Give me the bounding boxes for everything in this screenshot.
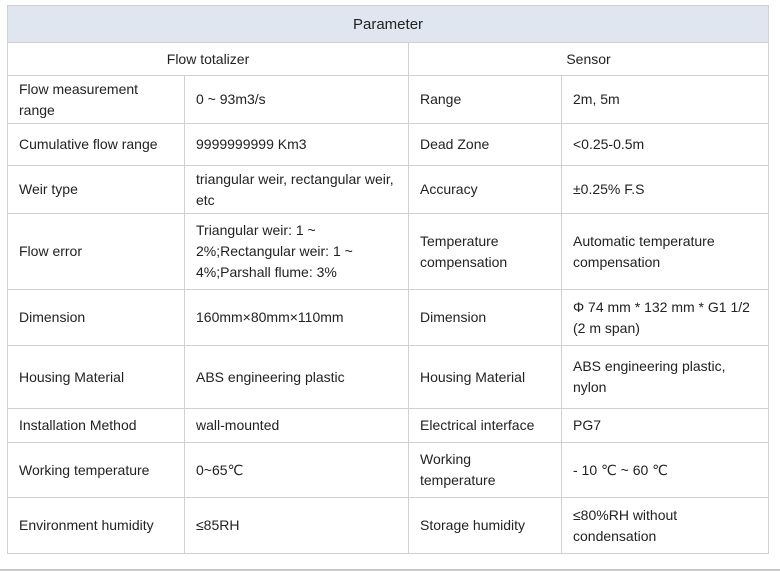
sensor-value: PG7 bbox=[562, 409, 769, 443]
totalizer-value: wall-mounted bbox=[185, 409, 409, 443]
table-title: Parameter bbox=[8, 6, 769, 43]
totalizer-param: Weir type bbox=[8, 166, 185, 214]
parameter-table bbox=[7, 5, 769, 554]
totalizer-value: 0~65℃ bbox=[185, 443, 409, 498]
table-row bbox=[8, 443, 769, 498]
table-row bbox=[8, 290, 769, 346]
group-flow-totalizer: Flow totalizer bbox=[8, 43, 409, 76]
sensor-param: Working temperature bbox=[409, 443, 562, 498]
totalizer-param: Cumulative flow range bbox=[8, 124, 185, 166]
sensor-value: - 10 ℃ ~ 60 ℃ bbox=[562, 443, 769, 498]
title-row bbox=[8, 6, 769, 43]
group-header-row bbox=[8, 43, 769, 76]
totalizer-param: Environment humidity bbox=[8, 498, 185, 554]
sensor-value: ±0.25% F.S bbox=[562, 166, 769, 214]
totalizer-param: Dimension bbox=[8, 290, 185, 346]
totalizer-value: triangular weir, rectangular weir, etc bbox=[185, 166, 409, 214]
sensor-value: ≤80%RH without condensation bbox=[562, 498, 769, 554]
sensor-param: Storage humidity bbox=[409, 498, 562, 554]
totalizer-param: Housing Material bbox=[8, 346, 185, 409]
totalizer-value: 0 ~ 93m3/s bbox=[185, 76, 409, 124]
sensor-param: Dimension bbox=[409, 290, 562, 346]
totalizer-value: ABS engineering plastic bbox=[185, 346, 409, 409]
group-sensor: Sensor bbox=[409, 43, 769, 76]
totalizer-value: 160mm×80mm×110mm bbox=[185, 290, 409, 346]
totalizer-value: Triangular weir: 1 ~ 2%;Rectangular weir: 1 ~ 4%;Parshall flume: 3% bbox=[185, 214, 409, 290]
totalizer-param: Flow measurement range bbox=[8, 76, 185, 124]
sensor-value: ABS engineering plastic, nylon bbox=[562, 346, 769, 409]
sensor-param: Dead Zone bbox=[409, 124, 562, 166]
sensor-value: <0.25-0.5m bbox=[562, 124, 769, 166]
table-row bbox=[8, 76, 769, 124]
totalizer-param: Working temperature bbox=[8, 443, 185, 498]
sensor-param: Electrical interface bbox=[409, 409, 562, 443]
totalizer-value: ≤85RH bbox=[185, 498, 409, 554]
sensor-value: 2m, 5m bbox=[562, 76, 769, 124]
totalizer-value: 9999999999 Km3 bbox=[185, 124, 409, 166]
table-row bbox=[8, 498, 769, 554]
table-row bbox=[8, 409, 769, 443]
sensor-param: Range bbox=[409, 76, 562, 124]
table-row bbox=[8, 214, 769, 290]
table-row bbox=[8, 124, 769, 166]
sensor-value: Φ 74 mm * 132 mm * G1 1/2 (2 m span) bbox=[562, 290, 769, 346]
totalizer-param: Installation Method bbox=[8, 409, 185, 443]
sensor-value: Automatic temperature compensation bbox=[562, 214, 769, 290]
table-row bbox=[8, 166, 769, 214]
sensor-param: Temperature compensation bbox=[409, 214, 562, 290]
totalizer-param: Flow error bbox=[8, 214, 185, 290]
sensor-param: Accuracy bbox=[409, 166, 562, 214]
sensor-param: Housing Material bbox=[409, 346, 562, 409]
table-row bbox=[8, 346, 769, 409]
